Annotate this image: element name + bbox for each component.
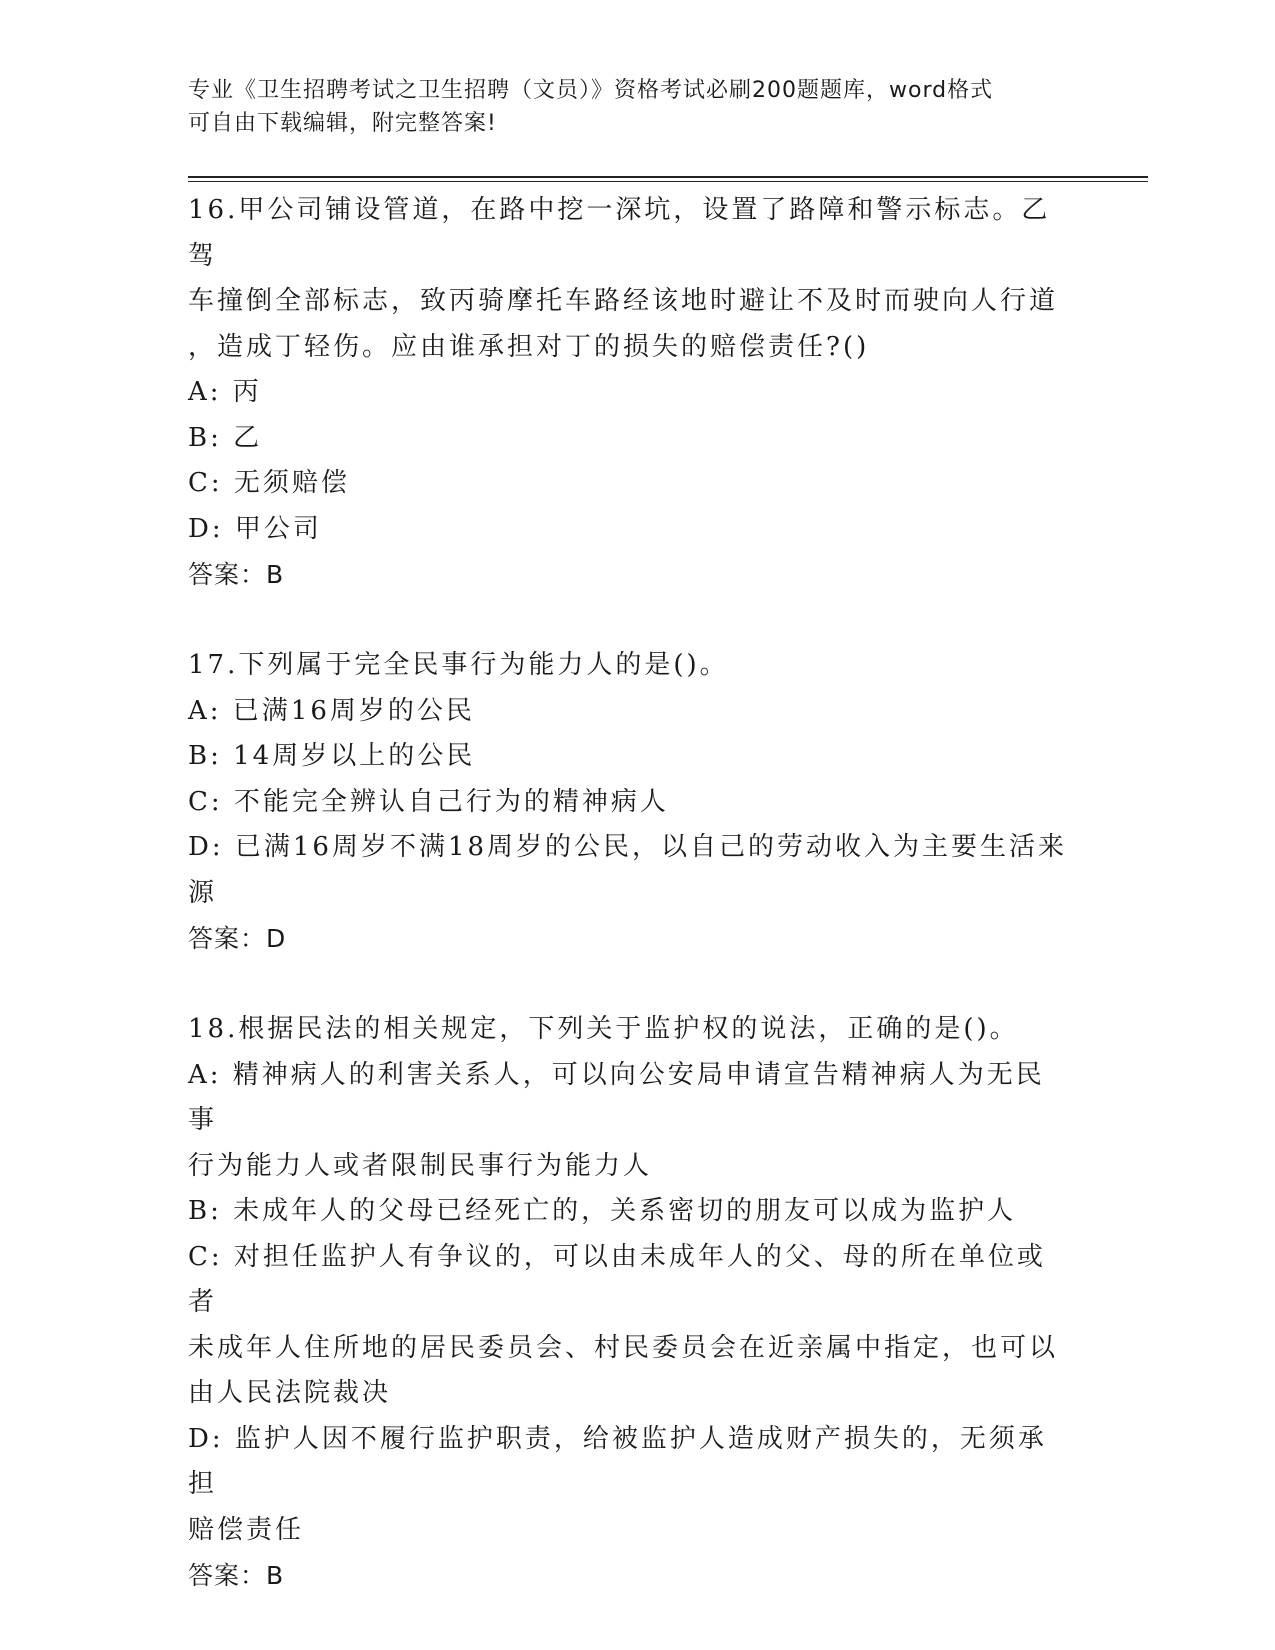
option-d: D: 甲公司 — [188, 513, 322, 544]
option-c: C: 对担任监护人有争议的，可以由未成年人的父、母的所在单位或者 — [188, 1241, 1046, 1317]
answer-text: 答案：B — [188, 1561, 285, 1590]
option-b: B: 未成年人的父母已经死亡的，关系密切的朋友可以成为监护人 — [188, 1196, 1017, 1226]
option-a-continued: 行为能力人或者限制民事行为能力人 — [188, 1150, 653, 1181]
question-16 — [188, 188, 1068, 598]
question-stem-line: ，造成丁轻伤。应由谁承担对丁的损失的赔偿责任?() — [188, 331, 870, 362]
option-c-continued: 由人民法院裁决 — [188, 1378, 392, 1408]
spacer — [188, 598, 1068, 644]
option-a: A: 丙 — [188, 377, 262, 407]
header-divider-thin — [188, 181, 1148, 182]
option-b: B: 14周岁以上的公民 — [188, 741, 476, 771]
answer-text: 答案：D — [188, 924, 287, 953]
option-b: B: 乙 — [188, 422, 263, 453]
question-18 — [188, 1007, 1068, 1599]
option-d: D: 监护人因不履行监护职责，给被监护人造成财产损失的，无须承担 — [188, 1423, 1047, 1499]
question-list — [188, 188, 1068, 1599]
option-a: A: 精神病人的利害关系人，可以向公安局申请宣告精神病人为无民事 — [188, 1059, 1045, 1135]
question-17 — [188, 643, 1068, 962]
option-d-continued: 赔偿责任 — [188, 1514, 305, 1545]
option-c: C: 不能完全辨认自己行为的精神病人 — [188, 786, 669, 817]
question-stem-line: 16.甲公司铺设管道，在路中挖一深坑，设置了路障和警示标志。乙驾 — [188, 195, 1051, 271]
option-a: A: 已满16周岁的公民 — [188, 695, 475, 726]
spacer — [188, 962, 1068, 1008]
document-header: 专业《卫生招聘考试之卫生招聘（文员）》资格考试必刷200题题库，word格式 可自由下载编辑，附完整答案! — [188, 78, 994, 136]
option-d: D: 已满16周岁不满18周岁的公民，以自己的劳动收入为主要生活来 — [188, 832, 1068, 862]
option-c-continued: 未成年人住所地的居民委员会、村民委员会在近亲属中指定，也可以 — [188, 1332, 1059, 1363]
header-divider — [188, 176, 1148, 178]
answer-text: 答案：B — [188, 560, 285, 589]
question-stem-line: 车撞倒全部标志，致丙骑摩托车路经该地时避让不及时而驶向人行道 — [188, 286, 1059, 316]
option-c: C: 无须赔偿 — [188, 468, 350, 498]
option-d-continued: 源 — [188, 877, 218, 908]
question-stem-line: 18.根据民法的相关规定，下列关于监护权的说法，正确的是()。 — [188, 1014, 1019, 1044]
question-stem-line: 17.下列属于完全民事行为能力人的是()。 — [188, 650, 729, 680]
